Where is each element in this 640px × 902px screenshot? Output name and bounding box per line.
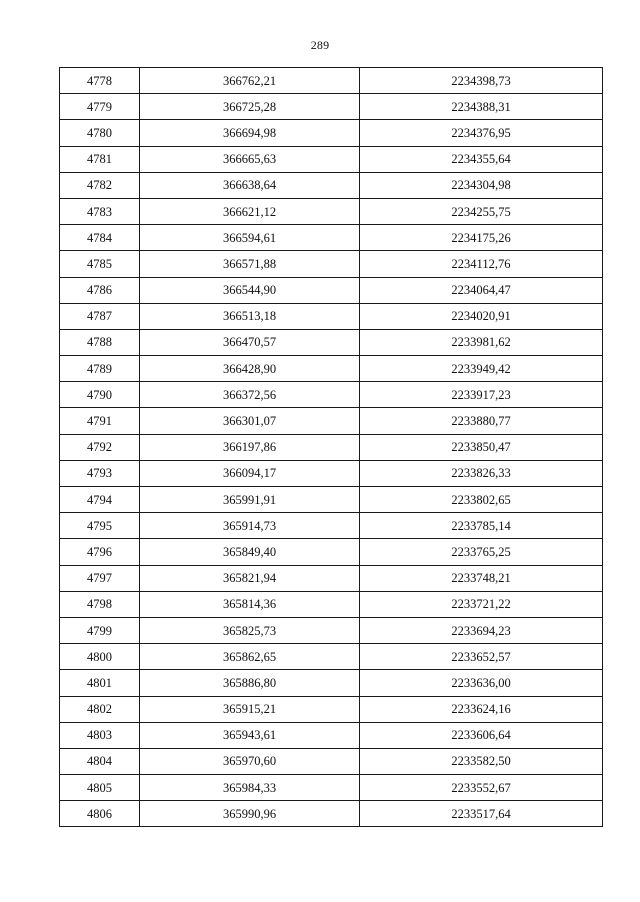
table-row [60,408,603,434]
x-coordinate-cell: 365862,65 [140,644,360,670]
point-number-cell: 4780 [60,120,140,146]
table-row [60,513,603,539]
point-number-cell: 4803 [60,722,140,748]
y-coordinate-cell: 2234398,73 [360,68,603,94]
x-coordinate-cell: 366725,28 [140,94,360,120]
y-coordinate-cell: 2234112,76 [360,251,603,277]
table-row [60,146,603,172]
x-coordinate-cell: 365825,73 [140,617,360,643]
y-coordinate-cell: 2233694,23 [360,617,603,643]
x-coordinate-cell: 365984,33 [140,775,360,801]
y-coordinate-cell: 2233850,47 [360,434,603,460]
x-coordinate-cell: 366301,07 [140,408,360,434]
point-number-cell: 4790 [60,382,140,408]
point-number-cell: 4793 [60,460,140,486]
table-row [60,94,603,120]
x-coordinate-cell: 365814,36 [140,591,360,617]
x-coordinate-cell: 365915,21 [140,696,360,722]
y-coordinate-cell: 2233765,25 [360,539,603,565]
point-number-cell: 4795 [60,513,140,539]
point-number-cell: 4801 [60,670,140,696]
x-coordinate-cell: 366594,61 [140,225,360,251]
table-row [60,591,603,617]
table-row [60,748,603,774]
table-row [60,382,603,408]
coordinates-table-body [60,68,603,827]
x-coordinate-cell: 366372,56 [140,382,360,408]
table-row [60,277,603,303]
table-row [60,198,603,224]
point-number-cell: 4783 [60,198,140,224]
point-number-cell: 4785 [60,251,140,277]
x-coordinate-cell: 365914,73 [140,513,360,539]
x-coordinate-cell: 365943,61 [140,722,360,748]
table-row [60,303,603,329]
point-number-cell: 4804 [60,748,140,774]
x-coordinate-cell: 366665,63 [140,146,360,172]
table-row [60,225,603,251]
point-number-cell: 4782 [60,172,140,198]
y-coordinate-cell: 2234304,98 [360,172,603,198]
table-row [60,565,603,591]
x-coordinate-cell: 365821,94 [140,565,360,591]
y-coordinate-cell: 2233606,64 [360,722,603,748]
x-coordinate-cell: 365970,60 [140,748,360,774]
x-coordinate-cell: 365991,91 [140,487,360,513]
point-number-cell: 4794 [60,487,140,513]
point-number-cell: 4781 [60,146,140,172]
point-number-cell: 4798 [60,591,140,617]
point-number-cell: 4787 [60,303,140,329]
x-coordinate-cell: 366571,88 [140,251,360,277]
y-coordinate-cell: 2233582,50 [360,748,603,774]
table-row [60,120,603,146]
table-row [60,434,603,460]
table-row [60,68,603,94]
point-number-cell: 4802 [60,696,140,722]
page-number: 289 [310,38,330,52]
y-coordinate-cell: 2234355,64 [360,146,603,172]
y-coordinate-cell: 2234175,26 [360,225,603,251]
y-coordinate-cell: 2233652,57 [360,644,603,670]
x-coordinate-cell: 366762,21 [140,68,360,94]
table-row [60,356,603,382]
y-coordinate-cell: 2234064,47 [360,277,603,303]
point-number-cell: 4788 [60,329,140,355]
x-coordinate-cell: 366197,86 [140,434,360,460]
table-row [60,539,603,565]
y-coordinate-cell: 2234376,95 [360,120,603,146]
table-row [60,801,603,827]
table-row [60,251,603,277]
y-coordinate-cell: 2233785,14 [360,513,603,539]
x-coordinate-cell: 365849,40 [140,539,360,565]
table-row [60,670,603,696]
point-number-cell: 4805 [60,775,140,801]
x-coordinate-cell: 366428,90 [140,356,360,382]
point-number-cell: 4789 [60,356,140,382]
table-row [60,644,603,670]
y-coordinate-cell: 2233624,16 [360,696,603,722]
y-coordinate-cell: 2233880,77 [360,408,603,434]
table-row [60,696,603,722]
x-coordinate-cell: 366513,18 [140,303,360,329]
point-number-cell: 4792 [60,434,140,460]
y-coordinate-cell: 2233981,62 [360,329,603,355]
point-number-cell: 4806 [60,801,140,827]
table-row [60,775,603,801]
y-coordinate-cell: 2233949,42 [360,356,603,382]
y-coordinate-cell: 2233917,23 [360,382,603,408]
x-coordinate-cell: 366470,57 [140,329,360,355]
table-row [60,487,603,513]
table-row [60,172,603,198]
x-coordinate-cell: 366621,12 [140,198,360,224]
point-number-cell: 4778 [60,68,140,94]
y-coordinate-cell: 2233517,64 [360,801,603,827]
x-coordinate-cell: 366638,64 [140,172,360,198]
point-number-cell: 4800 [60,644,140,670]
table-row [60,460,603,486]
y-coordinate-cell: 2233802,65 [360,487,603,513]
x-coordinate-cell: 366094,17 [140,460,360,486]
y-coordinate-cell: 2234388,31 [360,94,603,120]
point-number-cell: 4784 [60,225,140,251]
y-coordinate-cell: 2233826,33 [360,460,603,486]
x-coordinate-cell: 365990,96 [140,801,360,827]
y-coordinate-cell: 2233721,22 [360,591,603,617]
point-number-cell: 4786 [60,277,140,303]
coordinates-table [59,67,603,827]
y-coordinate-cell: 2233748,21 [360,565,603,591]
point-number-cell: 4797 [60,565,140,591]
table-row [60,329,603,355]
x-coordinate-cell: 366544,90 [140,277,360,303]
y-coordinate-cell: 2234020,91 [360,303,603,329]
table-row [60,722,603,748]
point-number-cell: 4799 [60,617,140,643]
point-number-cell: 4791 [60,408,140,434]
point-number-cell: 4779 [60,94,140,120]
table-row [60,617,603,643]
y-coordinate-cell: 2233552,67 [360,775,603,801]
y-coordinate-cell: 2234255,75 [360,198,603,224]
x-coordinate-cell: 366694,98 [140,120,360,146]
point-number-cell: 4796 [60,539,140,565]
x-coordinate-cell: 365886,80 [140,670,360,696]
y-coordinate-cell: 2233636,00 [360,670,603,696]
